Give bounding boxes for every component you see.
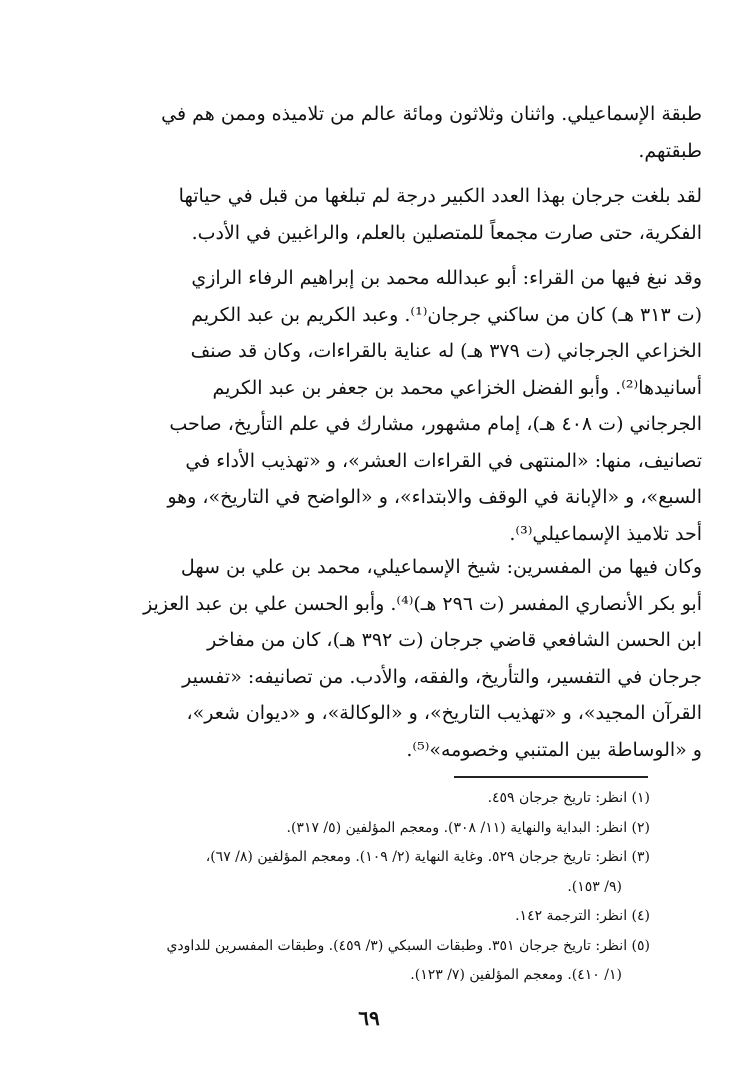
- text-line: طبقة الإسماعيلي. واثنان وثلاثون ومائة عالم من تلاميذه وممن هم في: [161, 103, 702, 125]
- text-line: تصانيف، منها: «المنتهى في القراءات العشر»، و «تهذيب الأداء في: [185, 449, 702, 472]
- text-line: السبع»، و «الإبانة في الوقف والابتداء»، و «الواضح في التاريخ»، وهو: [167, 486, 702, 508]
- footnotes: [80, 784, 650, 991]
- text-line: الخزاعي الجرجاني (ت ٣٧٩ هـ) له عناية بالقراءات، وكان قد صنف: [190, 340, 702, 362]
- text-line: وكان فيها من المفسرين: شيخ الإسماعيلي، محمد بن علي بن سهل: [180, 556, 702, 578]
- text-line: الجرجاني (ت ٤٠٨ هـ)، إمام مشهور، مشارك في علم التأريخ، صاحب: [169, 413, 702, 435]
- page-number: ٦٩: [358, 1006, 380, 1030]
- footnote-2: (٢) انظر: البداية والنهاية (١١/ ٣٠٨). ومعجم المؤلفين (٥/ ٣١٧).: [286, 819, 650, 836]
- text-line: أحد تلاميذ الإسماعيلي⁽³⁾.: [509, 522, 702, 545]
- footnote-5-continued: (١/ ٤١٠). ومعجم المؤلفين (٧/ ١٢٣).: [410, 967, 622, 983]
- text-line: أبو بكر الأنصاري المفسر (ت ٢٩٦ هـ)⁽⁴⁾. وأبو الحسن علي بن عبد العزيز: [143, 592, 702, 615]
- text-line: لقد بلغت جرجان بهذا العدد الكبير درجة لم تبلغها من قبل في حياتها: [178, 185, 702, 207]
- footnote-1: (١) انظر: تاريخ جرجان ٤٥٩.: [487, 790, 650, 806]
- paragraph-students: [62, 96, 702, 169]
- text-line: (ت ٣١٣ هـ) كان من ساكني جرجان⁽¹⁾. وعبد الكريم بن عبد الكريم: [191, 303, 702, 326]
- text-line: أسانيدها⁽²⁾. وأبو الفضل الخزاعي محمد بن جعفر بن عبد الكريم: [212, 376, 702, 399]
- text-line: ابن الحسن الشافعي قاضي جرجان (ت ٣٩٢ هـ)، كان من مفاخر: [207, 629, 702, 651]
- paragraph-reciters: [62, 260, 702, 552]
- footnote-5: (٥) انظر: تاريخ جرجان ٣٥١. وطبقات السبكي (٣/ ٤٥٩). وطبقات المفسرين للداودي: [166, 937, 650, 954]
- paragraph-exegetes: [62, 549, 702, 768]
- footnote-3: (٣) انظر: تاريخ جرجان ٥٢٩. وغاية النهاية (٢/ ١٠٩). ومعجم المؤلفين (٨/ ٦٧)،: [205, 849, 650, 865]
- footnote-3-continued: (٩/ ١٥٣).: [567, 878, 622, 895]
- text-line: وقد نبغ فيها من القراء: أبو عبدالله محمد بن إبراهيم الرفاء الرازي: [191, 267, 702, 289]
- text-line: و «الوساطة بين المتنبي وخصومه»⁽⁵⁾.: [406, 738, 702, 761]
- paragraph-jurjan-status: [62, 178, 702, 251]
- text-line: الفكرية، حتى صارت مجمعاً للمتصلين بالعلم، والراغبين في الأدب.: [191, 221, 702, 244]
- text-line: طبقتهم.: [638, 139, 702, 162]
- footnote-separator: [454, 776, 648, 778]
- text-line: القرآن المجيد»، و «تهذيب التاريخ»، و «الوكالة»، و «ديوان شعر»،: [186, 702, 702, 724]
- text-line: جرجان في التفسير، والتأريخ، والفقه، والأدب. من تصانيفه: «تفسير: [182, 665, 702, 688]
- footnote-4: (٤) انظر: الترجمة ١٤٢.: [515, 908, 650, 924]
